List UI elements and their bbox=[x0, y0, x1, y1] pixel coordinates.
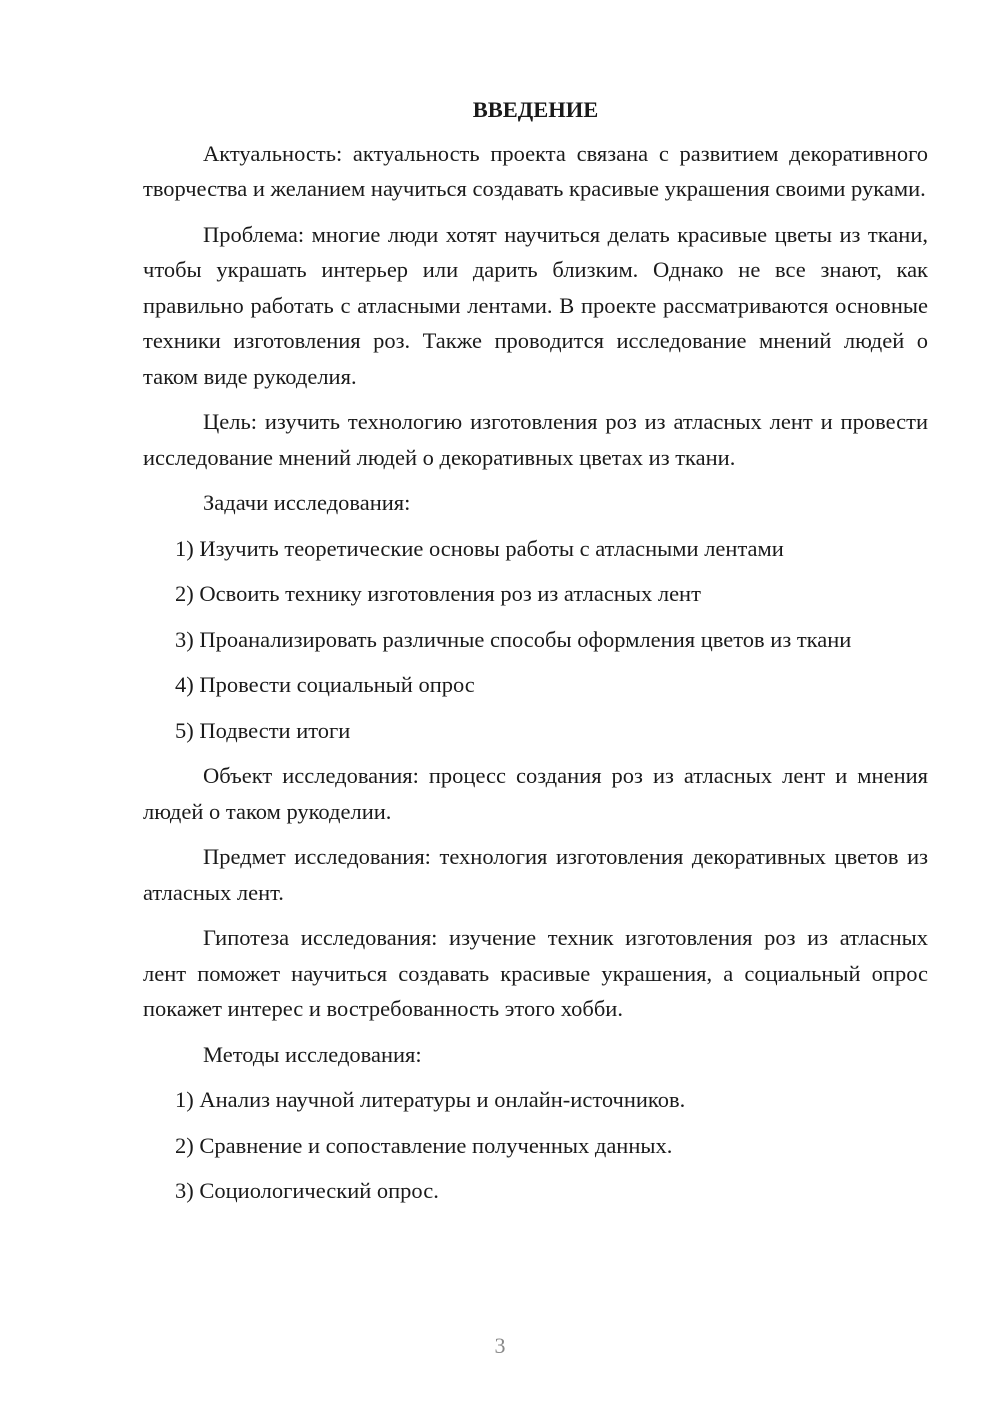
task-item: 1) Изучить теоретические основы работы с атласными лентами bbox=[175, 535, 784, 561]
task-item: 4) Провести социальный опрос bbox=[175, 672, 475, 697]
object-paragraph: Объект исследования: процесс создания роз из атласных лент и мнения людей о таком рукоделии. bbox=[143, 763, 928, 824]
relevance-paragraph: Актуальность: актуальность проекта связана с развитием декоративного творчества и желанием научиться создавать красивые украшения своими руками. bbox=[143, 140, 928, 201]
hypothesis-paragraph: Гипотеза исследования: изучение техник изготовления роз из атласных лент поможет научиться создавать красивые украшения, а социальный опрос покажет интерес и востребованность этого хобби. bbox=[143, 925, 928, 1021]
task-item: 5) Подвести итоги bbox=[175, 717, 351, 743]
method-item: 2) Сравнение и сопоставление полученных данных. bbox=[175, 1132, 673, 1158]
problem-paragraph: Проблема: многие люди хотят научиться делать красивые цветы из ткани, чтобы украшать интерьер или дарить близким. Однако не все знают, как правильно работать с атласными лентами. В проекте рассматриваются основные техники изготовления роз. Также проводится исследование мнений людей о таком виде рукоделия. bbox=[143, 221, 928, 389]
method-item: 3) Социологический опрос. bbox=[175, 1178, 439, 1203]
task-item: 2) Освоить технику изготовления роз из атласных лент bbox=[175, 581, 701, 606]
page-content bbox=[143, 92, 928, 1219]
subject-paragraph: Предмет исследования: технология изготовления декоративных цветов из атласных лент. bbox=[143, 844, 928, 905]
tasks-heading: Задачи исследования: bbox=[203, 490, 411, 515]
page-number: 3 bbox=[494, 1333, 506, 1358]
task-item: 3) Проанализировать различные способы оформления цветов из ткани bbox=[175, 626, 852, 652]
methods-heading: Методы исследования: bbox=[203, 1041, 422, 1067]
section-heading: ВВЕДЕНИЕ bbox=[472, 97, 599, 122]
goal-paragraph: Цель: изучить технологию изготовления роз из атласных лент и провести исследование мнений людей о декоративных цветах из ткани. bbox=[143, 409, 928, 470]
method-item: 1) Анализ научной литературы и онлайн-источников. bbox=[175, 1087, 686, 1112]
